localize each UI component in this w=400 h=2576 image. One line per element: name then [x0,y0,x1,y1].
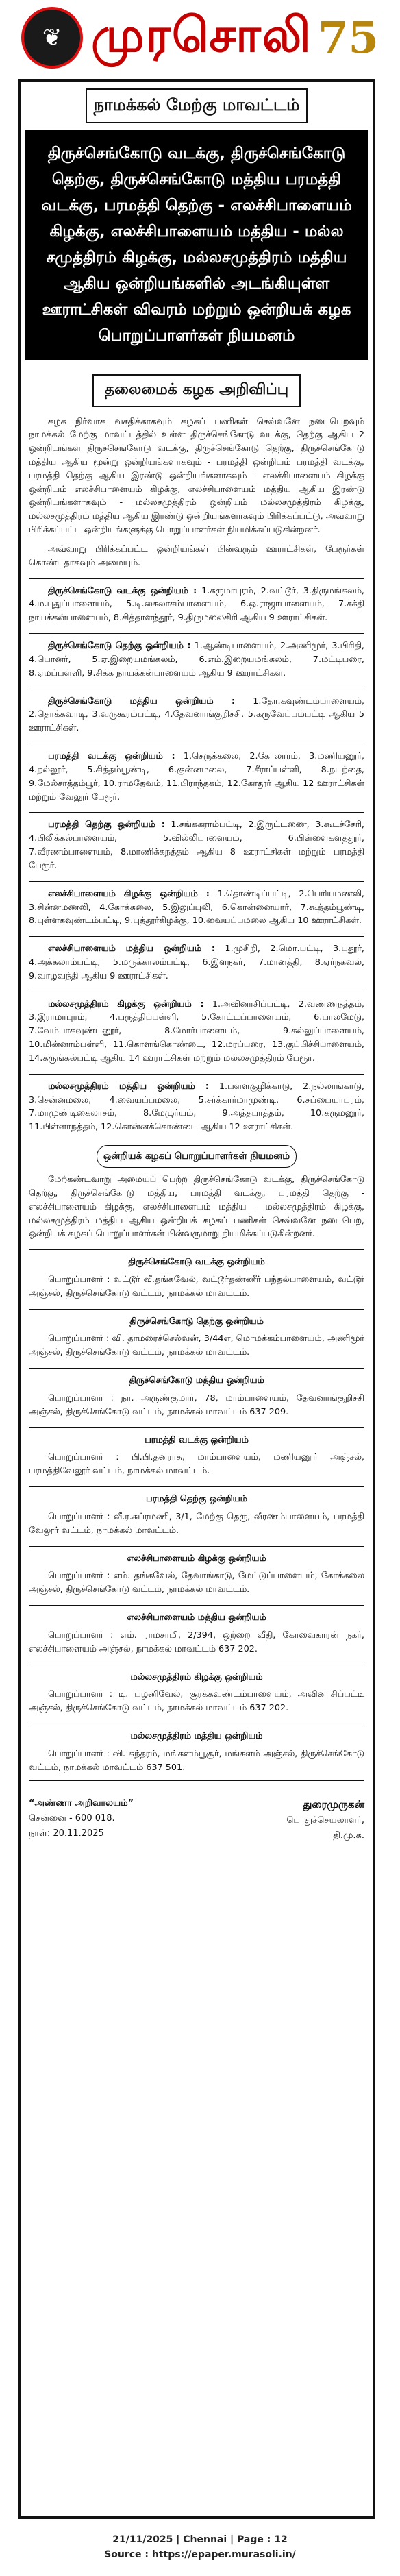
signatory-name: துரைமுருகன் [303,1798,364,1811]
post-divider [29,1427,364,1428]
union-item [29,639,364,680]
union-item [29,750,364,804]
post-holder: பொறுப்பாளர் : வி. தாமரைச்செல்வன், 3/44எ, மொமக்கம்பாளையம், அணிமூர் அஞ்சல், திருச்செங்கோடு வட்டம், நாமக்கல் மாவட்டம். [29,1334,364,1358]
post-holder: பொறுப்பாளர் : வி. சுந்தரம், மங்களம்பூசூர், மங்களம் அஞ்சல், திருச்செங்கோடு வட்டம், நாமக்கல் மாவட்டம் 637 501. [29,1748,364,1773]
intro-paragraph-2: அவ்வாறு பிரிக்கப்பட்ட ஒன்றியங்கள் பின்வரும் ஊராட்சிகள், பேரூர்கள் கொண்டதாகவும் அமையும். [29,543,364,568]
headline-banner: திருச்செங்கோடு வடக்கு, திருச்செங்கோடு தெற்கு, திருச்செங்கோடு மத்திய பரமத்தி வடக்கு, பரமத்தி தெற்கு - எலச்சிபாளையம் கிழக்கு, எலச்சிபாளையம் மத்திய - மல்ல சமுத்திரம் கிழக்கு, மல்லசமுத்திரம் மத்திய ஆகிய ஒன்றியங்களில் அடங்கியுள்ள ஊராட்சிகள் விவரம் மற்றும் ஒன்றியக் கழக பொறுப்பாளர்கள் நியமனம் [25,130,368,360]
union-panchayats: 1.சங்ககராம்பட்டி, 2.இருட்டணை, 3.கூடச்சேரி, 4.பிலிக்கல்பாளையம், 5.வில்லிபாளையம், 6.பிள்ளைகளத்தூர், 7.வீரணம்பாளையம், 8.மாணிக்கநத்தம் ஆகிய 8 ஊராட்சிகள் மற்றும் பரமத்தி பேரூர். [29,820,364,871]
union-item [29,942,364,983]
union-divider [29,936,364,937]
union-panchayats: 1.செருக்கலை, 2.கோலாரம், 3.மணியனூர், 4.நல்லூர், 5.சித்தம்பூண்டி, 6.குன்னமலை, 7.சீராப்பள்ளி, 8.நடந்தை, 9.மேல்சாத்தம்பூர், 10.ராமதேவம், 11.பிராந்தகம், 12.கோதூர் ஆகிய 12 ஊராட்சிகள் மற்றும் வேலூர் பேரூர். [29,751,364,802]
post-union-title: மல்லசமுத்திரம் மத்திய ஒன்றியம் [130,1731,263,1742]
intro-paragraph: கழக நிர்வாக வசதிக்காகவும் கழகப் பணிகள் செவ்வனே நடைபெறவும் நாமக்கல் மேற்கு மாவட்டத்தில் உள்ள திருச்செங்கோடு வடக்கு, தெற்கு ஆகிய 2 ஒன்றியங்கள் திருச்செங்கோடு வடக்கு, திருச்செங்கோடு தெற்கு, திருச்செங்கோடு மத்திய ஆகிய மூன்று ஒன்றியங்களாகவும் - பரமத்தி ஒன்றியம் பரமத்தி வடக்கு, பரமத்தி தெற்கு ஆகிய இரண்டு ஒன்றியங்களாகவும் - எலச்சிபாளையம் கிழக்கு ஒன்றியம் எலச்சிபாளையம் கிழக்கு, எலச்சிபாளையம் மத்திய ஆகிய இரண்டு ஒன்றியங்களாகவும் - மல்லசமுத்திரம் ஒன்றியம் மல்லசமுத்திரம் கிழக்கு, மல்லசமுத்திரம் மத்திய ஆகிய இரண்டு ஒன்றியங்களாகவும் பிரிக்கப்பட்டு, அவ்வாறு பிரிக்கப்பட்ட ஒன்றியங்களுக்கு பொறுப்பாளர்கள் நியமிக்கப்படுகின்றனர். [29,416,364,536]
union-panchayats: 1.தோ.கவுண்டம்பாளையம், 2.தொக்கவாடி, 3.வருகூரம்பட்டி, 4.தேவனாங்குறிச்சி, 5.கருவேப்பம்பட்டி ஆகிய 5 ஊராட்சிகள். [29,696,364,734]
page-footer [0,2532,400,2563]
footer-address: சென்னை - 600 018. [29,1813,115,1824]
union-panchayats: 1.ஆண்டிபாளையம், 2.அணிமூர், 3.பிரிதி, 4.பொனர், 5.ஏ.இறையமங்கலம், 6.எம்.இறையமங்கலம், 7.மட்டிபரை, 8.ஏமப்பள்ளி, 9.சிக்க நாயக்கன்பாளையம் ஆகிய 9 ஊராட்சிகள். [29,641,364,678]
post-divider [29,1249,364,1250]
union-divider [29,881,364,882]
signatory-role: பொதுச்செயலாளர், [286,1815,364,1826]
post-holder: பொறுப்பாளர் : பி.பி.தனராசு, மாம்பாளையம், மணியனூர் அஞ்சல், பரமத்திவேலூர் வட்டம், நாமக்கல் மாவட்டம். [29,1452,364,1477]
post-union-title: பரமத்தி வடக்கு ஒன்றியம் [145,1434,249,1445]
union-title: எலச்சிபாளையம் கிழக்கு ஒன்றியம் : [48,888,210,899]
footer-slogan: “அண்ணா அறிவாலயம்” [29,1798,134,1808]
union-panchayats: 1.தொண்டிப்பட்டி, 2.பெரியமணலி, 3.சின்னமணலி, 4.கோக்கலை, 5.இலுப்புலி, 6.கொன்னையார், 7.கூத்தம்பூண்டி, 8.புள்ளகவுண்டம்பட்டி, 9.புத்தூர்கிழக்கு, 10.வையப்பமலை ஆகிய 10 ஊராட்சிகள். [29,888,364,927]
union-divider [29,1074,364,1075]
union-item [29,585,364,625]
post-list [29,1249,364,1774]
post-holder: பொறுப்பாளர் : நா. அருண்குமார், 78, மாம்பாளையம், தேவனாங்குறிச்சி அஞ்சல், திருச்செங்கோடு வட்டம், நாமக்கல் மாவட்டம் 637 209. [29,1393,364,1417]
union-title: மல்லசமுத்திரம் மத்திய ஒன்றியம் : [48,1081,210,1092]
party-emblem-icon: ❦ [21,7,83,69]
union-title: திருச்செங்கோடு வடக்கு ஒன்றியம் : [48,585,197,596]
union-title: திருச்செங்கோடு தெற்கு ஒன்றியம் : [48,641,191,652]
post-holder: பொறுப்பாளர் : வீ.ர.சுப்ரமணி, 3/1, மேற்கு தெரு, வீரணம்பாளையம், பரமத்தி வேலூர் வட்டம், நாமக்கல் மாவட்டம். [29,1511,364,1536]
union-title: பரமத்தி தெற்கு ஒன்றியம் : [48,820,165,831]
union-list [29,578,364,1135]
post-union-title: திருச்செங்கோடு மத்திய ஒன்றியம் [129,1375,264,1386]
announcement-title: தலைமைக் கழக அறிவிப்பு [92,374,301,407]
post-divider [29,1546,364,1547]
union-panchayats: 1.பள்ளகுழிக்காடு, 2.நல்லாங்காடு, 3.சென்னமலை, 4.வையப்பமலை, 5.சர்க்கார்மாமுண்டி, 6.சப்பையாபுரம், 7.மாமுண்டிகைலாசம், 8.மேழுர்யம், 9.அத்தபாத்தம், 10.கருமனூர், 11.பிள்ளாநத்தம், 12.கொன்னக்கொண்டை ஆகிய 12 ஊராட்சிகள். [29,1081,364,1133]
notice-box [18,79,375,2519]
union-item [29,818,364,872]
footer-right [203,1796,364,1844]
union-item [29,1080,364,1134]
footer-date: நாள்: 20.11.2025 [29,1828,104,1839]
post-holder: பொறுப்பாளர் : டி. பழனிவேல், சூரக்கவுண்டம்பாளையம், அவினாசிப்பட்டி அஞ்சல், திருச்செங்கோடு வட்டம், நாமக்கல் மாவட்டம் 637 202. [29,1689,364,1714]
page-info: 21/11/2025 | Chennai | Page : 12 [112,2534,288,2545]
footer-left [29,1796,190,1844]
post-divider [29,1605,364,1606]
notice-footer [29,1796,364,1844]
union-panchayats: 1.முசிறி, 2.மொ.பட்டி, 3.புதூர், 4.அக்கலாம்பட்டி, 5.மருக்காலம்பட்டி, 6.இளநகர், 7.மானத்தி, 8.ஏர்நகவல், 9.வாழவந்தி ஆகிய 9 ஊராட்சிகள். [29,944,364,981]
union-title: திருச்செங்கோடு மத்திய ஒன்றியம் : [48,696,236,707]
party-name: தி.மு.க. [333,1830,364,1841]
union-item [29,998,364,1066]
post-divider [29,1368,364,1369]
post-union-title: எலச்சிபாளையம் மத்திய ஒன்றியம் [127,1612,266,1623]
newspaper-logo: முரசொலி [90,6,312,63]
union-item [29,887,364,928]
post-holder: பொறுப்பாளர் : எம். ராமசாமி, 2/394, ஒற்றை வீதி, கோவைகாரன் நகர், எலச்சிபாளையம் அஞ்சல், நாமக்கல் மாவட்டம் 637 202. [29,1630,364,1654]
union-panchayats: 1.கருமாபுரம், 2.வட்டூர், 3.திருமங்கலம், 4.ம.புதுப்பாளையம், 5.டி.கைலாசம்பாளையம், 6.ஒ.ராஜாபாளையம், 7.சக்தி நாயக்கன்பாளையம், 8.சித்தாளந்தூர், 9.திருமலைகிரி ஆகிய 9 ஊராட்சிகள். [29,585,364,624]
post-holder: பொறுப்பாளர் : வட்டூர் வீ.தங்கவேல், வட்டூர்தண்ணீர் பந்தல்பாளையம், வட்டூர் அஞ்சல், திருச்செங்கோடு வட்டம், நாமக்கல் மாவட்டம். [29,1275,364,1299]
post-union-title: பரமத்தி தெற்கு ஒன்றியம் [146,1494,247,1505]
union-title: மல்லசமுத்திரம் கிழக்கு ஒன்றியம் : [48,998,204,1009]
masthead [0,0,400,75]
post-union-title: மல்லசமுத்திரம் கிழக்கு ஒன்றியம் [130,1671,263,1682]
notice-body [21,415,373,1844]
appointments-intro: மேற்கண்டவாறு அமையப் பெற்ற திருச்செங்கோடு வடக்கு, திருச்செங்கோடு தெற்கு, திருச்செங்கோடு மத்திய, பரமத்தி வடக்கு, பரமத்தி தெற்கு - எலச்சிபாளையம் கிழக்கு, எலச்சிபாளையம் மத்திய - மல்லசமுத்திரம் கிழக்கு, மல்லசமுத்திரம் மத்திய ஆகிய ஒன்றியக் கழகப் பணிகள் செவ்வனே நடைபெற, ஒன்றியக் கழகப் பொறுப்பாளர்கள் பின்வருமாறு நியமிக்கப்படுகின்றனர். [29,1175,364,1240]
post-union-title: திருச்செங்கோடு தெற்கு ஒன்றியம் [129,1316,264,1327]
appointments-title: ஒன்றியக் கழகப் பொறுப்பாளர்கள் நியமனம் [97,1145,297,1168]
source-link[interactable]: Source : https://epaper.murasoli.in/ [104,2549,296,2561]
union-item [29,695,364,735]
union-divider [29,633,364,634]
union-title: பரமத்தி வடக்கு ஒன்றியம் : [48,751,175,762]
post-divider [29,1309,364,1310]
post-union-title: திருச்செங்கோடு வடக்கு ஒன்றியம் [128,1257,265,1268]
anniversary-logo: 75 [317,12,379,64]
post-holder: பொறுப்பாளர் : எம். தங்கவேல், தேவாங்காடு, மேட்டுப்பாளையம், கோக்கலை அஞ்சல், திருச்செங்கோடு வட்டம், நாமக்கல் மாவட்டம். [29,1571,364,1595]
union-divider [29,812,364,813]
post-divider [29,1486,364,1487]
union-title: எலச்சிபாளையம் மத்திய ஒன்றியம் : [48,944,215,955]
post-union-title: எலச்சிபாளையம் கிழக்கு ஒன்றியம் [127,1553,266,1564]
footer-divider [29,1780,364,1781]
union-panchayats: 1.அவினாசிப்பட்டி, 2.வண்ணநத்தம், 3.இராமாபுரம், 4.பருத்திப்பள்ளி, 5.கோட்டப்பாளையம், 6.பாலமேடு, 7.வேம்பாகவுண்டனூர், 8.மோர்பாளையம், 9.கல்லுப்பாளையம், 10.மின்னாம்பள்ளி, 11.கொளங்கொண்டை, 12.மரப்பரை, 13.குப்பிச்சிபாளையம், 14.கருங்கல்பட்டி ஆகிய 14 ஊராட்சிகள் மற்றும் மல்லசமுத்திரம் பேரூர். [29,998,364,1064]
district-title: நாமக்கல் மேற்கு மாவட்டம் [86,88,308,123]
union-divider [29,578,364,579]
